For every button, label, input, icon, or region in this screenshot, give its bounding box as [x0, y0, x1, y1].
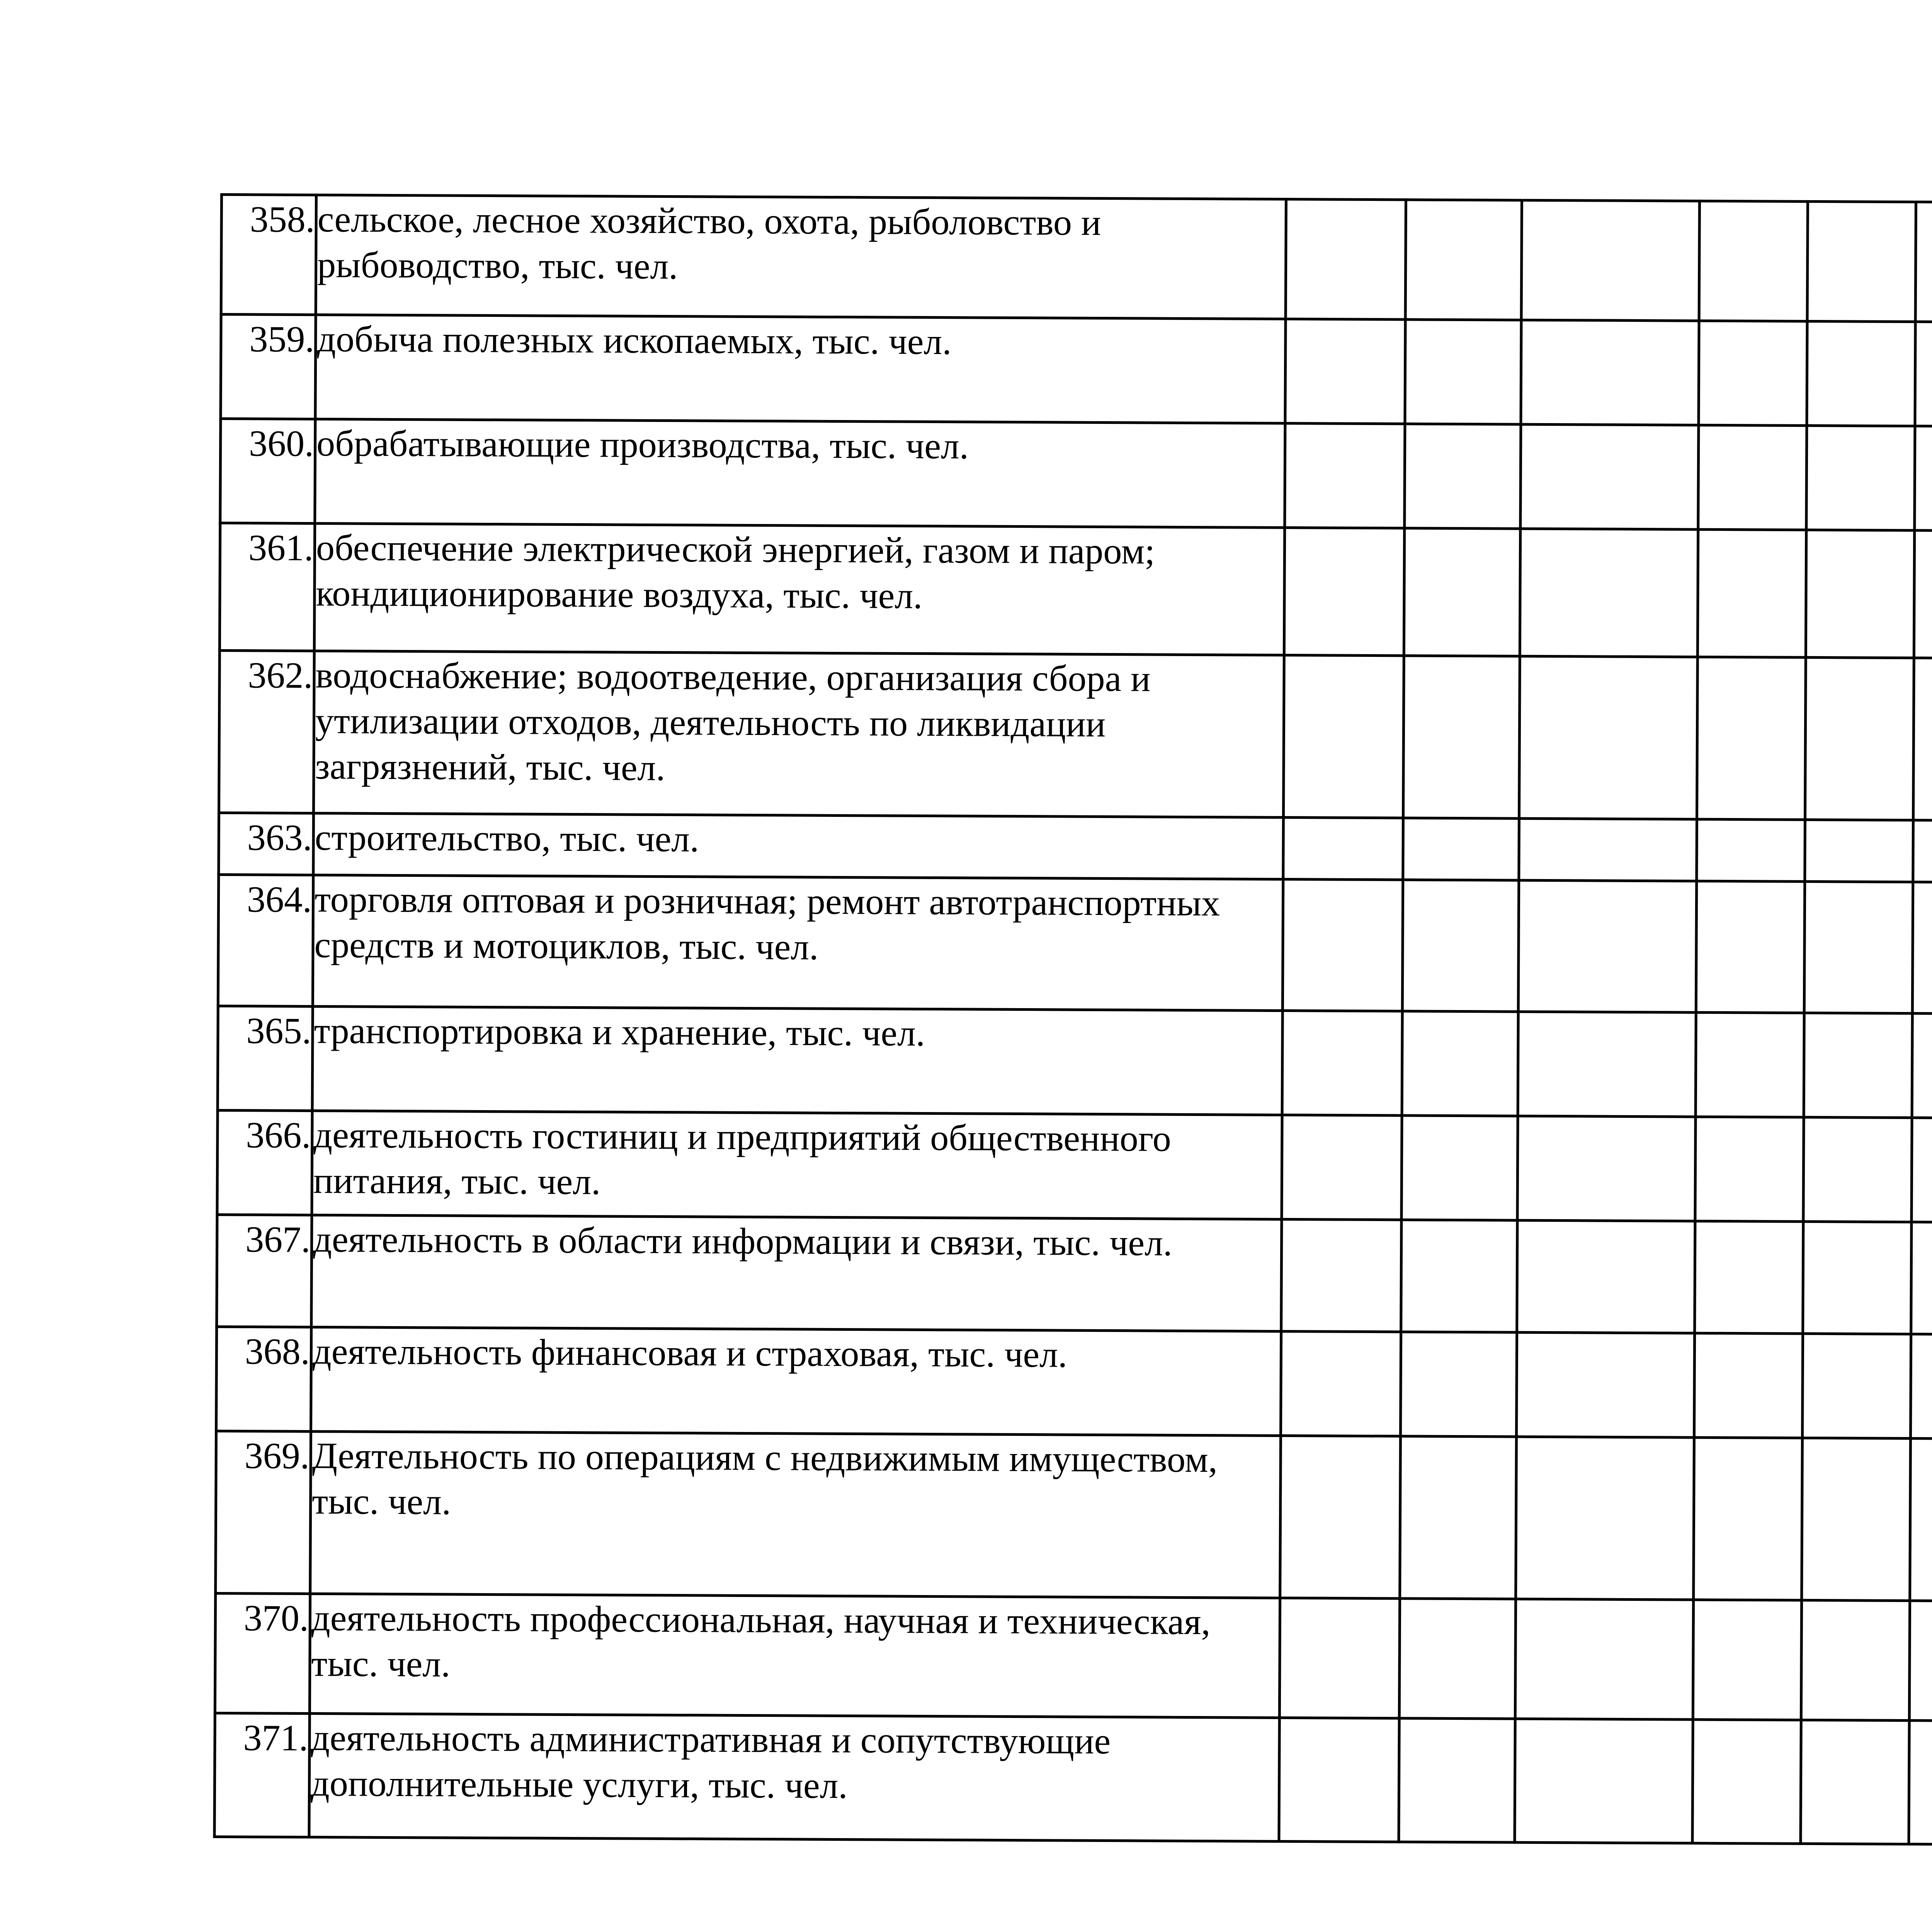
empty-value-cell	[1696, 1012, 1804, 1117]
row-number: 359.	[221, 315, 316, 419]
empty-value-cell	[1804, 881, 1913, 1013]
row-description: деятельность финансовая и страховая, тыс. чел.	[311, 1327, 1281, 1436]
table-row	[221, 315, 1932, 430]
row-description: добыча полезных ископаемых, тыс. чел.	[315, 315, 1286, 423]
table-row	[220, 419, 1932, 535]
empty-value-cell	[1915, 202, 1932, 323]
row-number: 366.	[217, 1110, 312, 1215]
table-row	[218, 1006, 1932, 1122]
empty-value-cell	[1805, 820, 1913, 882]
row-number: 358.	[221, 195, 316, 315]
row-description: водоснабжение; водоотведение, организация сбора и утилизации отходов, деятельность по ликвидации загрязнений, тыс. чел.	[314, 651, 1284, 818]
empty-value-cell	[1515, 1599, 1693, 1719]
empty-value-cell	[1283, 818, 1403, 880]
empty-value-cell	[1695, 1117, 1804, 1221]
empty-value-cell	[1402, 1011, 1518, 1116]
empty-value-cell	[1801, 1720, 1909, 1844]
empty-value-cell	[1521, 200, 1699, 321]
row-number: 371.	[214, 1713, 310, 1837]
empty-value-cell	[1806, 530, 1914, 658]
empty-value-cell	[1403, 656, 1520, 818]
empty-value-cell	[1400, 1332, 1517, 1437]
empty-value-cell	[1282, 1011, 1402, 1116]
empty-value-cell	[1909, 1601, 1932, 1721]
row-number: 361.	[219, 523, 315, 651]
row-number: 362.	[219, 651, 315, 813]
empty-value-cell	[1695, 1221, 1803, 1333]
empty-value-cell	[1520, 424, 1699, 529]
empty-value-cell	[1279, 1718, 1399, 1842]
row-description: деятельность в области информации и связи, тыс. чел.	[311, 1215, 1282, 1332]
empty-value-cell	[1281, 1332, 1401, 1436]
empty-value-cell	[1403, 818, 1519, 880]
empty-value-cell	[1699, 201, 1808, 321]
empty-value-cell	[1802, 1438, 1911, 1600]
table-row	[215, 1593, 1932, 1725]
indicator-table	[213, 193, 1932, 1850]
table-row	[219, 651, 1932, 825]
empty-value-cell	[1400, 1436, 1517, 1599]
empty-value-cell	[1279, 1598, 1400, 1718]
empty-value-cell	[1913, 820, 1932, 883]
empty-value-cell	[1698, 425, 1807, 530]
empty-value-cell	[1401, 1220, 1517, 1332]
empty-value-cell	[1910, 1439, 1932, 1602]
empty-value-cell	[1697, 529, 1806, 657]
empty-value-cell	[1694, 1437, 1803, 1600]
empty-value-cell	[1519, 818, 1697, 881]
row-description: обрабатывающие производства, тыс. чел.	[315, 419, 1285, 528]
document-page	[213, 193, 1932, 1850]
row-number: 368.	[216, 1327, 311, 1431]
empty-value-cell	[1282, 1115, 1402, 1220]
row-description: Деятельность по операциям с недвижимым имуществом, тыс. чел.	[310, 1432, 1281, 1598]
empty-value-cell	[1805, 657, 1914, 820]
empty-value-cell	[1518, 1012, 1696, 1117]
empty-value-cell	[1913, 658, 1932, 821]
empty-value-cell	[1915, 322, 1932, 427]
empty-value-cell	[1697, 657, 1806, 820]
empty-value-cell	[1802, 1333, 1911, 1438]
empty-value-cell	[1694, 1333, 1803, 1438]
empty-value-cell	[1693, 1600, 1801, 1720]
empty-value-cell	[1912, 1118, 1932, 1223]
empty-value-cell	[1405, 200, 1522, 320]
row-number: 370.	[215, 1593, 310, 1713]
table-row	[216, 1327, 1932, 1442]
table-row	[219, 813, 1932, 886]
table-row	[217, 1110, 1932, 1226]
row-number: 363.	[219, 813, 314, 875]
empty-value-cell	[1801, 1600, 1910, 1720]
empty-value-cell	[1405, 424, 1521, 529]
empty-value-cell	[1806, 425, 1915, 530]
row-description: сельское, лесное хозяйство, охота, рыболовство и рыбоводство, тыс. чел.	[316, 195, 1286, 319]
empty-value-cell	[1285, 423, 1405, 528]
empty-value-cell	[1405, 320, 1521, 424]
empty-value-cell	[1399, 1718, 1515, 1842]
row-description: транспортировка и хранение, тыс. чел.	[312, 1007, 1282, 1115]
empty-value-cell	[1516, 1332, 1694, 1437]
empty-value-cell	[1697, 819, 1805, 881]
empty-value-cell	[1521, 320, 1699, 425]
empty-value-cell	[1911, 1222, 1932, 1335]
table-row	[219, 523, 1932, 662]
empty-value-cell	[1515, 1719, 1693, 1843]
empty-value-cell	[1517, 1220, 1695, 1333]
empty-value-cell	[1404, 528, 1520, 656]
empty-value-cell	[1803, 1221, 1912, 1334]
table-row	[221, 195, 1932, 326]
empty-value-cell	[1915, 426, 1932, 531]
empty-value-cell	[1692, 1719, 1801, 1844]
empty-value-cell	[1281, 1219, 1401, 1332]
empty-value-cell	[1284, 528, 1404, 656]
table-row	[214, 1713, 1932, 1848]
empty-value-cell	[1280, 1436, 1401, 1599]
row-description: строительство, тыс. чел.	[313, 813, 1284, 879]
row-description: деятельность профессиональная, научная и техническая, тыс. чел.	[310, 1594, 1280, 1718]
empty-value-cell	[1282, 879, 1403, 1011]
empty-value-cell	[1519, 656, 1697, 819]
empty-value-cell	[1402, 880, 1519, 1012]
empty-value-cell	[1912, 1014, 1932, 1119]
row-number: 364.	[218, 874, 313, 1006]
empty-value-cell	[1286, 199, 1406, 320]
row-number: 360.	[220, 419, 315, 524]
empty-value-cell	[1285, 319, 1405, 424]
table-body	[214, 195, 1932, 1849]
empty-value-cell	[1807, 201, 1916, 321]
empty-value-cell	[1517, 1116, 1696, 1221]
empty-value-cell	[1401, 1116, 1518, 1220]
row-description: торговля оптовая и розничная; ремонт автотранспортных средств и мотоциклов, тыс. чел.	[313, 875, 1283, 1011]
empty-value-cell	[1283, 655, 1404, 818]
row-description: деятельность гостиниц и предприятий общественного питания, тыс. чел.	[312, 1111, 1282, 1219]
table-row	[217, 1214, 1932, 1338]
empty-value-cell	[1699, 321, 1807, 425]
empty-value-cell	[1399, 1599, 1515, 1719]
row-number: 367.	[217, 1214, 312, 1327]
empty-value-cell	[1909, 1721, 1932, 1845]
empty-value-cell	[1914, 531, 1932, 659]
empty-value-cell	[1804, 1013, 1912, 1117]
row-number: 369.	[216, 1431, 311, 1594]
empty-value-cell	[1696, 881, 1804, 1013]
row-description: деятельность административная и сопутствующие дополнительные услуги, тыс. чел.	[309, 1714, 1279, 1842]
empty-value-cell	[1807, 321, 1915, 426]
row-description: обеспечение электрической энергией, газом и паром; кондиционирование воздуха, тыс. чел.	[314, 524, 1284, 655]
empty-value-cell	[1516, 1437, 1694, 1600]
table-row	[218, 874, 1932, 1017]
empty-value-cell	[1520, 529, 1698, 657]
empty-value-cell	[1912, 882, 1932, 1014]
empty-value-cell	[1803, 1117, 1912, 1222]
table-row	[216, 1431, 1932, 1605]
empty-value-cell	[1910, 1334, 1932, 1439]
row-number: 365.	[218, 1006, 313, 1111]
empty-value-cell	[1518, 880, 1696, 1012]
